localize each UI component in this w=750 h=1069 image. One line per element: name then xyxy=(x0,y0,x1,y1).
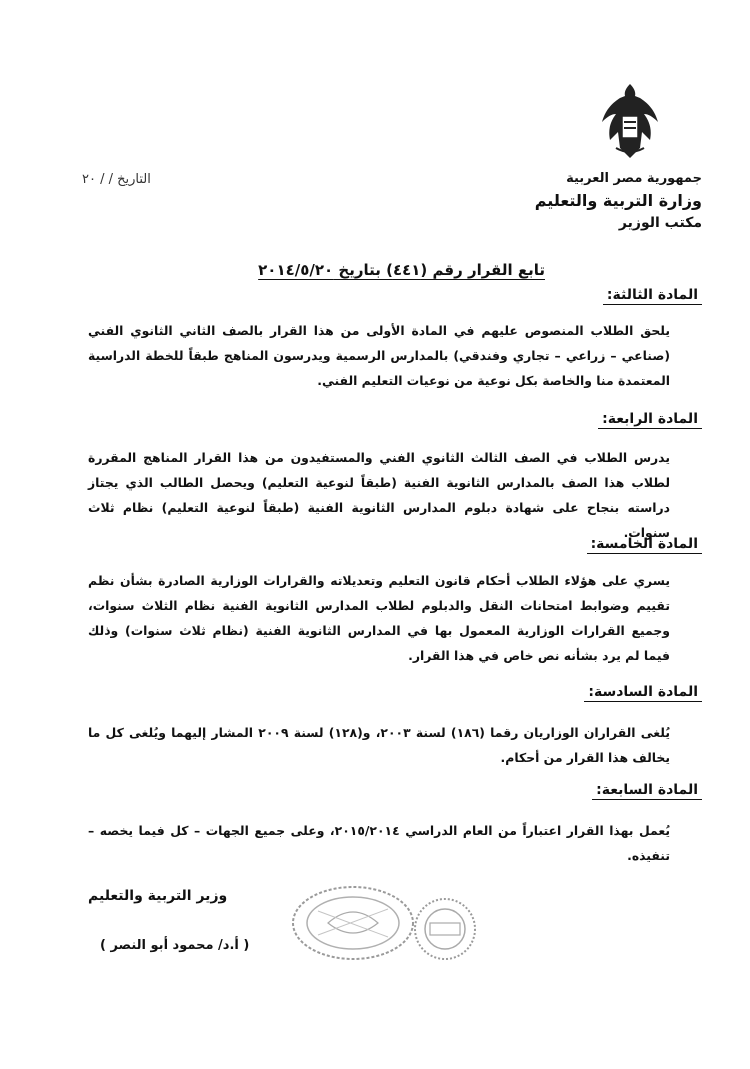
decree-title: تابع القرار رقم (٤٤١) بتاريخ ٢٠١٤/٥/٢٠ xyxy=(258,261,545,279)
minister-title: وزير التربية والتعليم xyxy=(88,888,228,904)
ministry-name: وزارة التربية والتعليم xyxy=(534,191,702,210)
article-text-6: يُلغى القراران الوزاريان رقما (١٨٦) لسنة ٢٠٠٣، و(١٢٨) لسنة ٢٠٠٩ المشار إليهما ويُلغى كل ما يخالف هذا القرار من أحكام. xyxy=(88,725,670,765)
ministry-letterhead xyxy=(535,168,702,234)
article-text-5: يسري على هؤلاء الطلاب أحكام قانون التعليم وتعديلاته والقرارات الوزارية الصادرة بشأن نظم تقييم وضوابط امتحانات النقل والدبلوم لطلاب المدارس الثانوية الفنية نظام الثلاث سنوات، وجميع القرارات الوزارية المعمول بها في المدارس الثانوية الفنية (نظام ثلاث سنوات) وذلك فيما لم يرد بشأنه نص خاص في هذا القرار. xyxy=(88,573,670,663)
article-heading-4: المادة الرابعة: xyxy=(598,411,702,429)
eagle-emblem-icon xyxy=(598,82,662,160)
article-heading-6: المادة السادسة: xyxy=(584,684,702,702)
article-text-3: يلحق الطلاب المنصوص عليهم في المادة الأولى من هذا القرار بالصف الثاني الثانوي الفني (صناعي – زراعي – تجاري وفندقي) بالمدارس الرسمية ويدرسون المناهج طبقاً للخطة الدراسية المعتمدة منا والخاصة بكل نوعية من نوعيات التعليم الفني. xyxy=(88,323,670,388)
ministry-stamp-icon xyxy=(410,896,480,962)
official-seal-icon xyxy=(288,883,418,963)
article-heading-3: المادة الثالثة: xyxy=(603,287,702,305)
article-text-7: يُعمل بهذا القرار اعتباراً من العام الدراسي ٢٠١٥/٢٠١٤، وعلى جميع الجهات – كل فيما يخصه – تنفيذه. xyxy=(88,823,670,863)
article-text-4: يدرس الطلاب في الصف الثالث الثانوي الفني والمستفيدون من هذا القرار المناهج المقررة لطلاب هذا الصف بالمدارس الثانوية الفنية (طبقاً لنوعية التعليم) ويحصل الطالب الذي يجتاز دراسته بنجاح على شهادة دبلوم المدارس الثانوية الفنية (طبقاً لنوعية التعليم) نظام ثلاث سنوات. xyxy=(88,450,670,540)
article-heading-7: المادة السابعة: xyxy=(592,782,702,800)
minister-name: ( أ.د/ محمود أبو النصر ) xyxy=(100,938,250,953)
country-name: جمهورية مصر العربية xyxy=(566,171,702,186)
office-name: مكتب الوزير xyxy=(618,215,702,231)
date-field: التاريخ / / ٢٠ xyxy=(82,172,151,187)
article-heading-5: المادة الخامسة: xyxy=(587,536,702,554)
